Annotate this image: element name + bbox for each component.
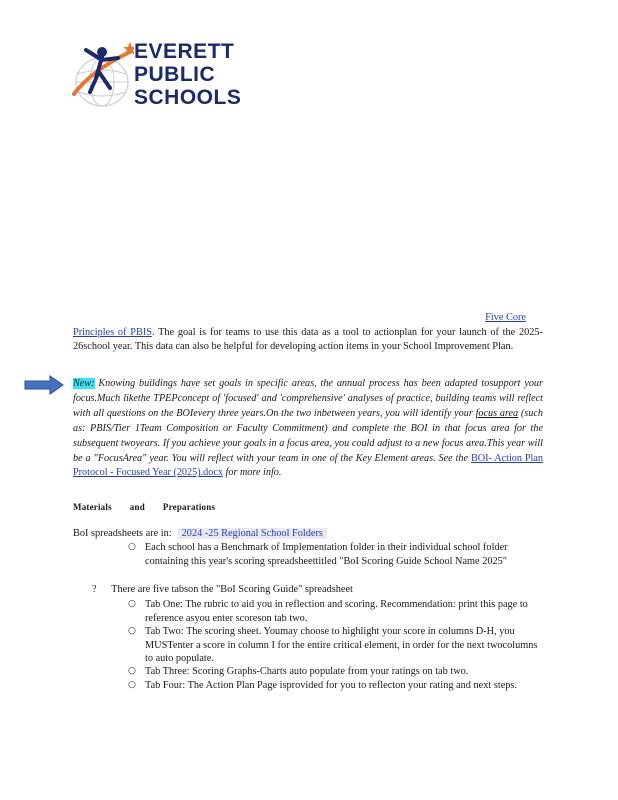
bullet-circle-icon: ○ xyxy=(128,666,136,676)
five-core-link-part-1[interactable]: Five Core xyxy=(485,312,526,323)
materials-word: Materials xyxy=(73,502,112,512)
list-item-text: Tab One: The rubric to aid you in reflection and scoring. Recommendation: print this page to reference asyou enter scoreson tab two. xyxy=(145,599,528,624)
bullet-circle-icon: ○ xyxy=(128,599,136,609)
tabs-intro-line xyxy=(92,583,353,597)
bullet-circle-icon: ○ xyxy=(128,542,136,552)
list-item xyxy=(128,541,545,568)
boi-action-plan-link[interactable]: BOI- Action Plan Protocol - Focused Year (2025).docx xyxy=(73,452,543,479)
right-arrow-icon xyxy=(24,375,64,395)
bullet-circle-icon: ○ xyxy=(128,680,136,690)
list-item-text: Tab Three: Scoring Graphs-Charts auto populate from your ratings on tab two. xyxy=(145,666,469,677)
new-text-3: for more info. xyxy=(222,467,282,479)
logo-text-line-1: EVERETT xyxy=(134,40,235,63)
materials-heading xyxy=(73,502,215,512)
logo-text-line-2: PUBLIC xyxy=(134,63,216,86)
logo-globe-icon xyxy=(72,36,134,114)
and-word: and xyxy=(129,502,145,512)
bullet-circle-icon: ○ xyxy=(128,626,136,636)
list-item xyxy=(128,665,545,679)
spreadsheets-line xyxy=(73,527,327,541)
list-item xyxy=(128,679,545,693)
new-text-2: (such as: PBIS/Tier 1Team Composition or Faculty Commitment) and complete the BOI in that focus area for the subsequent twoyears. If you achieve your goals in a focus area, you could adjust to a new focus area.This year will be a "FocusArea" year. You will reflect with your team in one of the Key Element areas. See the xyxy=(73,407,543,464)
intro-text: . The goal is for teams to use this data as a tool to actionplan for your launch of the 2025-26school year. This data can also be helpful for developing action items in your School Improvement Plan. xyxy=(73,326,543,353)
list-item xyxy=(128,598,545,625)
new-section-paragraph xyxy=(73,377,543,481)
new-tag: New: xyxy=(73,378,95,389)
list-item xyxy=(128,625,545,666)
tabs-intro-text: There are five tabson the "BoI Scoring Guide" spreadsheet xyxy=(111,584,353,595)
logo-text-line-3: SCHOOLS xyxy=(134,86,242,109)
preparations-word: Preparations xyxy=(162,502,216,512)
district-logo xyxy=(72,36,252,114)
intro-paragraph xyxy=(73,311,543,355)
five-core-link-part-2[interactable]: Principles of PBIS xyxy=(73,326,152,338)
new-text-1: Knowing buildings have set goals in specific areas, the annual process has been adapted tosupport your focus.Much likethe TPEPconcept of 'focused' and 'comprehensive' analyses of practice, building teams will reflect with all questions on the BOIevery three years.On the two inbetween years, you will identify your xyxy=(73,378,543,419)
focus-area-text: focus area xyxy=(475,407,519,419)
list-item-text: Tab Four: The Action Plan Page isprovided for you to reflecton your rating and next steps. xyxy=(145,680,517,691)
list-item-text: Each school has a Benchmark of Implementation folder in their individual school folder containing this year's scoring spreadsheettitled "BoI Scoring Guide School Name 2025" xyxy=(145,542,508,567)
question-mark-bullet: ? xyxy=(92,584,97,595)
regional-folders-link[interactable]: 2024 -25 Regional School Folders xyxy=(178,528,327,539)
spreadsheets-label: BoI spreadsheets are in: xyxy=(73,528,172,539)
list-item-text: Tab Two: The scoring sheet. Youmay choose to highlight your score in columns D-H, you MUSTenter a score in column I for the entire critical element, in order for the next twocolumns to auto populate. xyxy=(145,626,538,665)
